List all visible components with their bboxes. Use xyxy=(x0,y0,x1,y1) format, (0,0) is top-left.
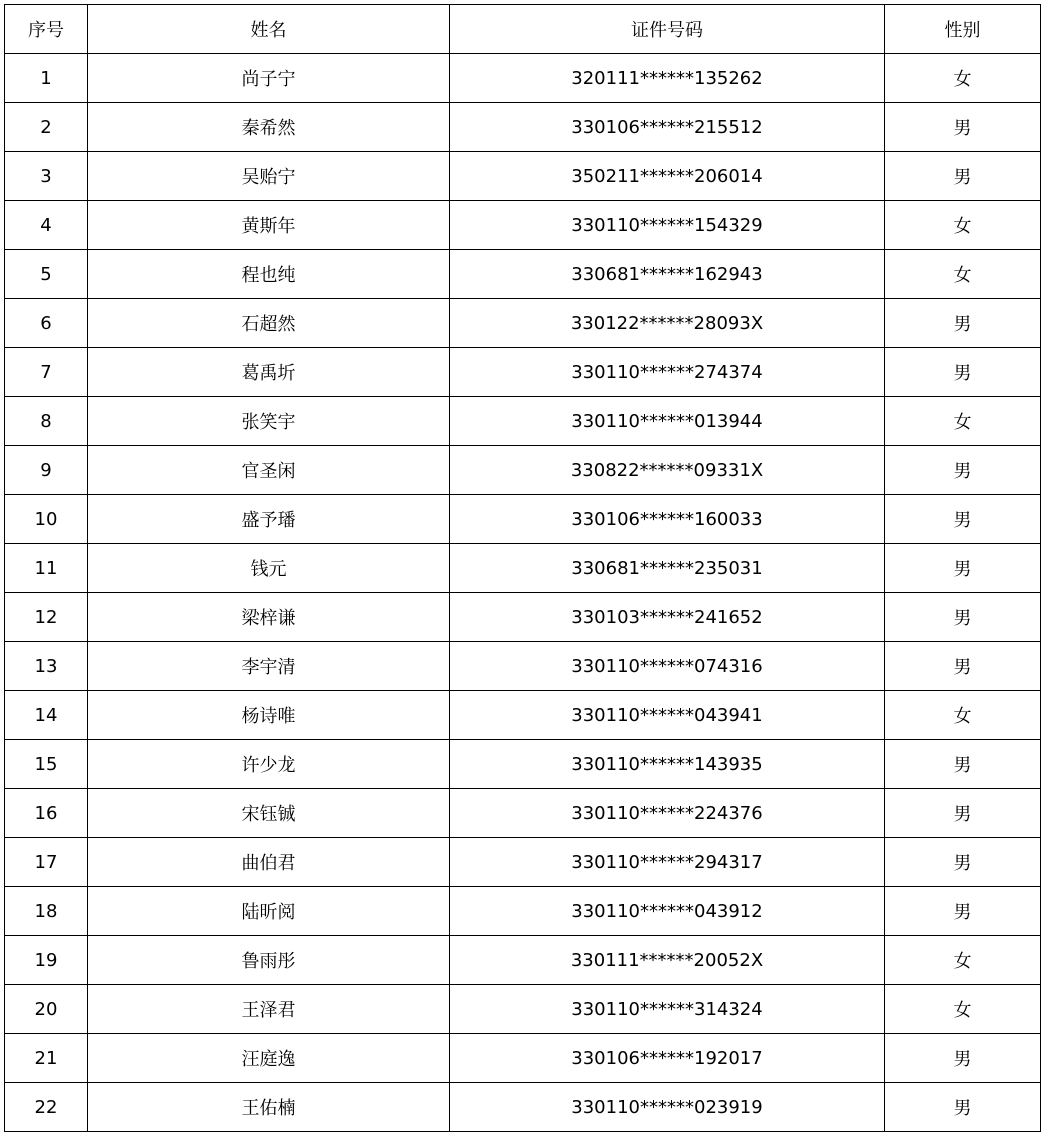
table-header xyxy=(5,5,1041,54)
cell-name: 汪庭逸 xyxy=(88,1034,450,1083)
cell-id-number: 330103******241652 xyxy=(450,593,885,642)
header-name: 姓名 xyxy=(88,5,450,54)
cell-gender: 女 xyxy=(885,936,1041,985)
cell-id-number: 330110******274374 xyxy=(450,348,885,397)
cell-id-number: 330110******154329 xyxy=(450,201,885,250)
table-row xyxy=(5,691,1041,740)
cell-gender: 男 xyxy=(885,1083,1041,1132)
cell-name: 许少龙 xyxy=(88,740,450,789)
cell-id-number: 330106******192017 xyxy=(450,1034,885,1083)
cell-name: 吴贻宁 xyxy=(88,152,450,201)
cell-seq: 17 xyxy=(5,838,88,887)
cell-gender: 男 xyxy=(885,740,1041,789)
table-row xyxy=(5,152,1041,201)
cell-seq: 5 xyxy=(5,250,88,299)
cell-name: 钱元 xyxy=(88,544,450,593)
table-row xyxy=(5,397,1041,446)
cell-name: 葛禹圻 xyxy=(88,348,450,397)
cell-name: 王佑楠 xyxy=(88,1083,450,1132)
cell-id-number: 330106******160033 xyxy=(450,495,885,544)
cell-name: 秦希然 xyxy=(88,103,450,152)
cell-name: 梁梓谦 xyxy=(88,593,450,642)
header-gender: 性别 xyxy=(885,5,1041,54)
table-row xyxy=(5,985,1041,1034)
cell-id-number: 330110******043941 xyxy=(450,691,885,740)
header-id-number: 证件号码 xyxy=(450,5,885,54)
cell-seq: 12 xyxy=(5,593,88,642)
cell-seq: 8 xyxy=(5,397,88,446)
table-row xyxy=(5,1034,1041,1083)
table-body xyxy=(5,54,1041,1132)
table-row xyxy=(5,446,1041,495)
table-row xyxy=(5,789,1041,838)
table-row xyxy=(5,838,1041,887)
cell-gender: 男 xyxy=(885,348,1041,397)
cell-id-number: 330681******235031 xyxy=(450,544,885,593)
cell-name: 李宇清 xyxy=(88,642,450,691)
cell-name: 王泽君 xyxy=(88,985,450,1034)
cell-seq: 15 xyxy=(5,740,88,789)
cell-name: 官圣闲 xyxy=(88,446,450,495)
cell-gender: 女 xyxy=(885,397,1041,446)
cell-name: 宋钰铖 xyxy=(88,789,450,838)
table-row xyxy=(5,103,1041,152)
cell-gender: 女 xyxy=(885,691,1041,740)
cell-id-number: 330110******013944 xyxy=(450,397,885,446)
cell-seq: 19 xyxy=(5,936,88,985)
cell-name: 黄斯年 xyxy=(88,201,450,250)
cell-gender: 男 xyxy=(885,446,1041,495)
cell-seq: 14 xyxy=(5,691,88,740)
table-row xyxy=(5,299,1041,348)
table-row xyxy=(5,544,1041,593)
cell-id-number: 330822******09331X xyxy=(450,446,885,495)
header-seq: 序号 xyxy=(5,5,88,54)
cell-id-number: 330122******28093X xyxy=(450,299,885,348)
cell-gender: 女 xyxy=(885,985,1041,1034)
cell-name: 鲁雨彤 xyxy=(88,936,450,985)
cell-gender: 男 xyxy=(885,152,1041,201)
cell-seq: 10 xyxy=(5,495,88,544)
cell-seq: 13 xyxy=(5,642,88,691)
cell-id-number: 330110******043912 xyxy=(450,887,885,936)
cell-name: 盛予璠 xyxy=(88,495,450,544)
cell-id-number: 330106******215512 xyxy=(450,103,885,152)
cell-seq: 1 xyxy=(5,54,88,103)
table-row xyxy=(5,348,1041,397)
cell-gender: 男 xyxy=(885,103,1041,152)
table-row xyxy=(5,740,1041,789)
cell-seq: 20 xyxy=(5,985,88,1034)
cell-gender: 男 xyxy=(885,544,1041,593)
cell-seq: 18 xyxy=(5,887,88,936)
table-row xyxy=(5,495,1041,544)
table-row xyxy=(5,642,1041,691)
cell-name: 尚子宁 xyxy=(88,54,450,103)
cell-gender: 男 xyxy=(885,789,1041,838)
cell-name: 石超然 xyxy=(88,299,450,348)
cell-gender: 女 xyxy=(885,250,1041,299)
cell-name: 杨诗唯 xyxy=(88,691,450,740)
table-row xyxy=(5,593,1041,642)
cell-seq: 11 xyxy=(5,544,88,593)
cell-id-number: 320111******135262 xyxy=(450,54,885,103)
cell-seq: 3 xyxy=(5,152,88,201)
cell-id-number: 330681******162943 xyxy=(450,250,885,299)
cell-seq: 2 xyxy=(5,103,88,152)
roster-table xyxy=(4,4,1041,1132)
table-row xyxy=(5,201,1041,250)
cell-seq: 7 xyxy=(5,348,88,397)
cell-gender: 男 xyxy=(885,495,1041,544)
cell-id-number: 330111******20052X xyxy=(450,936,885,985)
table-row xyxy=(5,1083,1041,1132)
cell-id-number: 350211******206014 xyxy=(450,152,885,201)
cell-id-number: 330110******023919 xyxy=(450,1083,885,1132)
cell-seq: 4 xyxy=(5,201,88,250)
cell-seq: 9 xyxy=(5,446,88,495)
table-row xyxy=(5,936,1041,985)
table-row xyxy=(5,887,1041,936)
cell-gender: 男 xyxy=(885,838,1041,887)
cell-gender: 男 xyxy=(885,642,1041,691)
cell-gender: 男 xyxy=(885,299,1041,348)
table-row xyxy=(5,54,1041,103)
cell-name: 张笑宇 xyxy=(88,397,450,446)
cell-name: 陆昕阅 xyxy=(88,887,450,936)
cell-id-number: 330110******224376 xyxy=(450,789,885,838)
cell-gender: 男 xyxy=(885,887,1041,936)
cell-seq: 21 xyxy=(5,1034,88,1083)
cell-seq: 22 xyxy=(5,1083,88,1132)
cell-gender: 女 xyxy=(885,54,1041,103)
cell-seq: 16 xyxy=(5,789,88,838)
cell-gender: 男 xyxy=(885,593,1041,642)
table-row xyxy=(5,250,1041,299)
cell-name: 程也纯 xyxy=(88,250,450,299)
cell-seq: 6 xyxy=(5,299,88,348)
header-row xyxy=(5,5,1041,54)
cell-id-number: 330110******143935 xyxy=(450,740,885,789)
cell-gender: 女 xyxy=(885,201,1041,250)
cell-id-number: 330110******074316 xyxy=(450,642,885,691)
cell-id-number: 330110******294317 xyxy=(450,838,885,887)
cell-name: 曲伯君 xyxy=(88,838,450,887)
cell-gender: 男 xyxy=(885,1034,1041,1083)
cell-id-number: 330110******314324 xyxy=(450,985,885,1034)
